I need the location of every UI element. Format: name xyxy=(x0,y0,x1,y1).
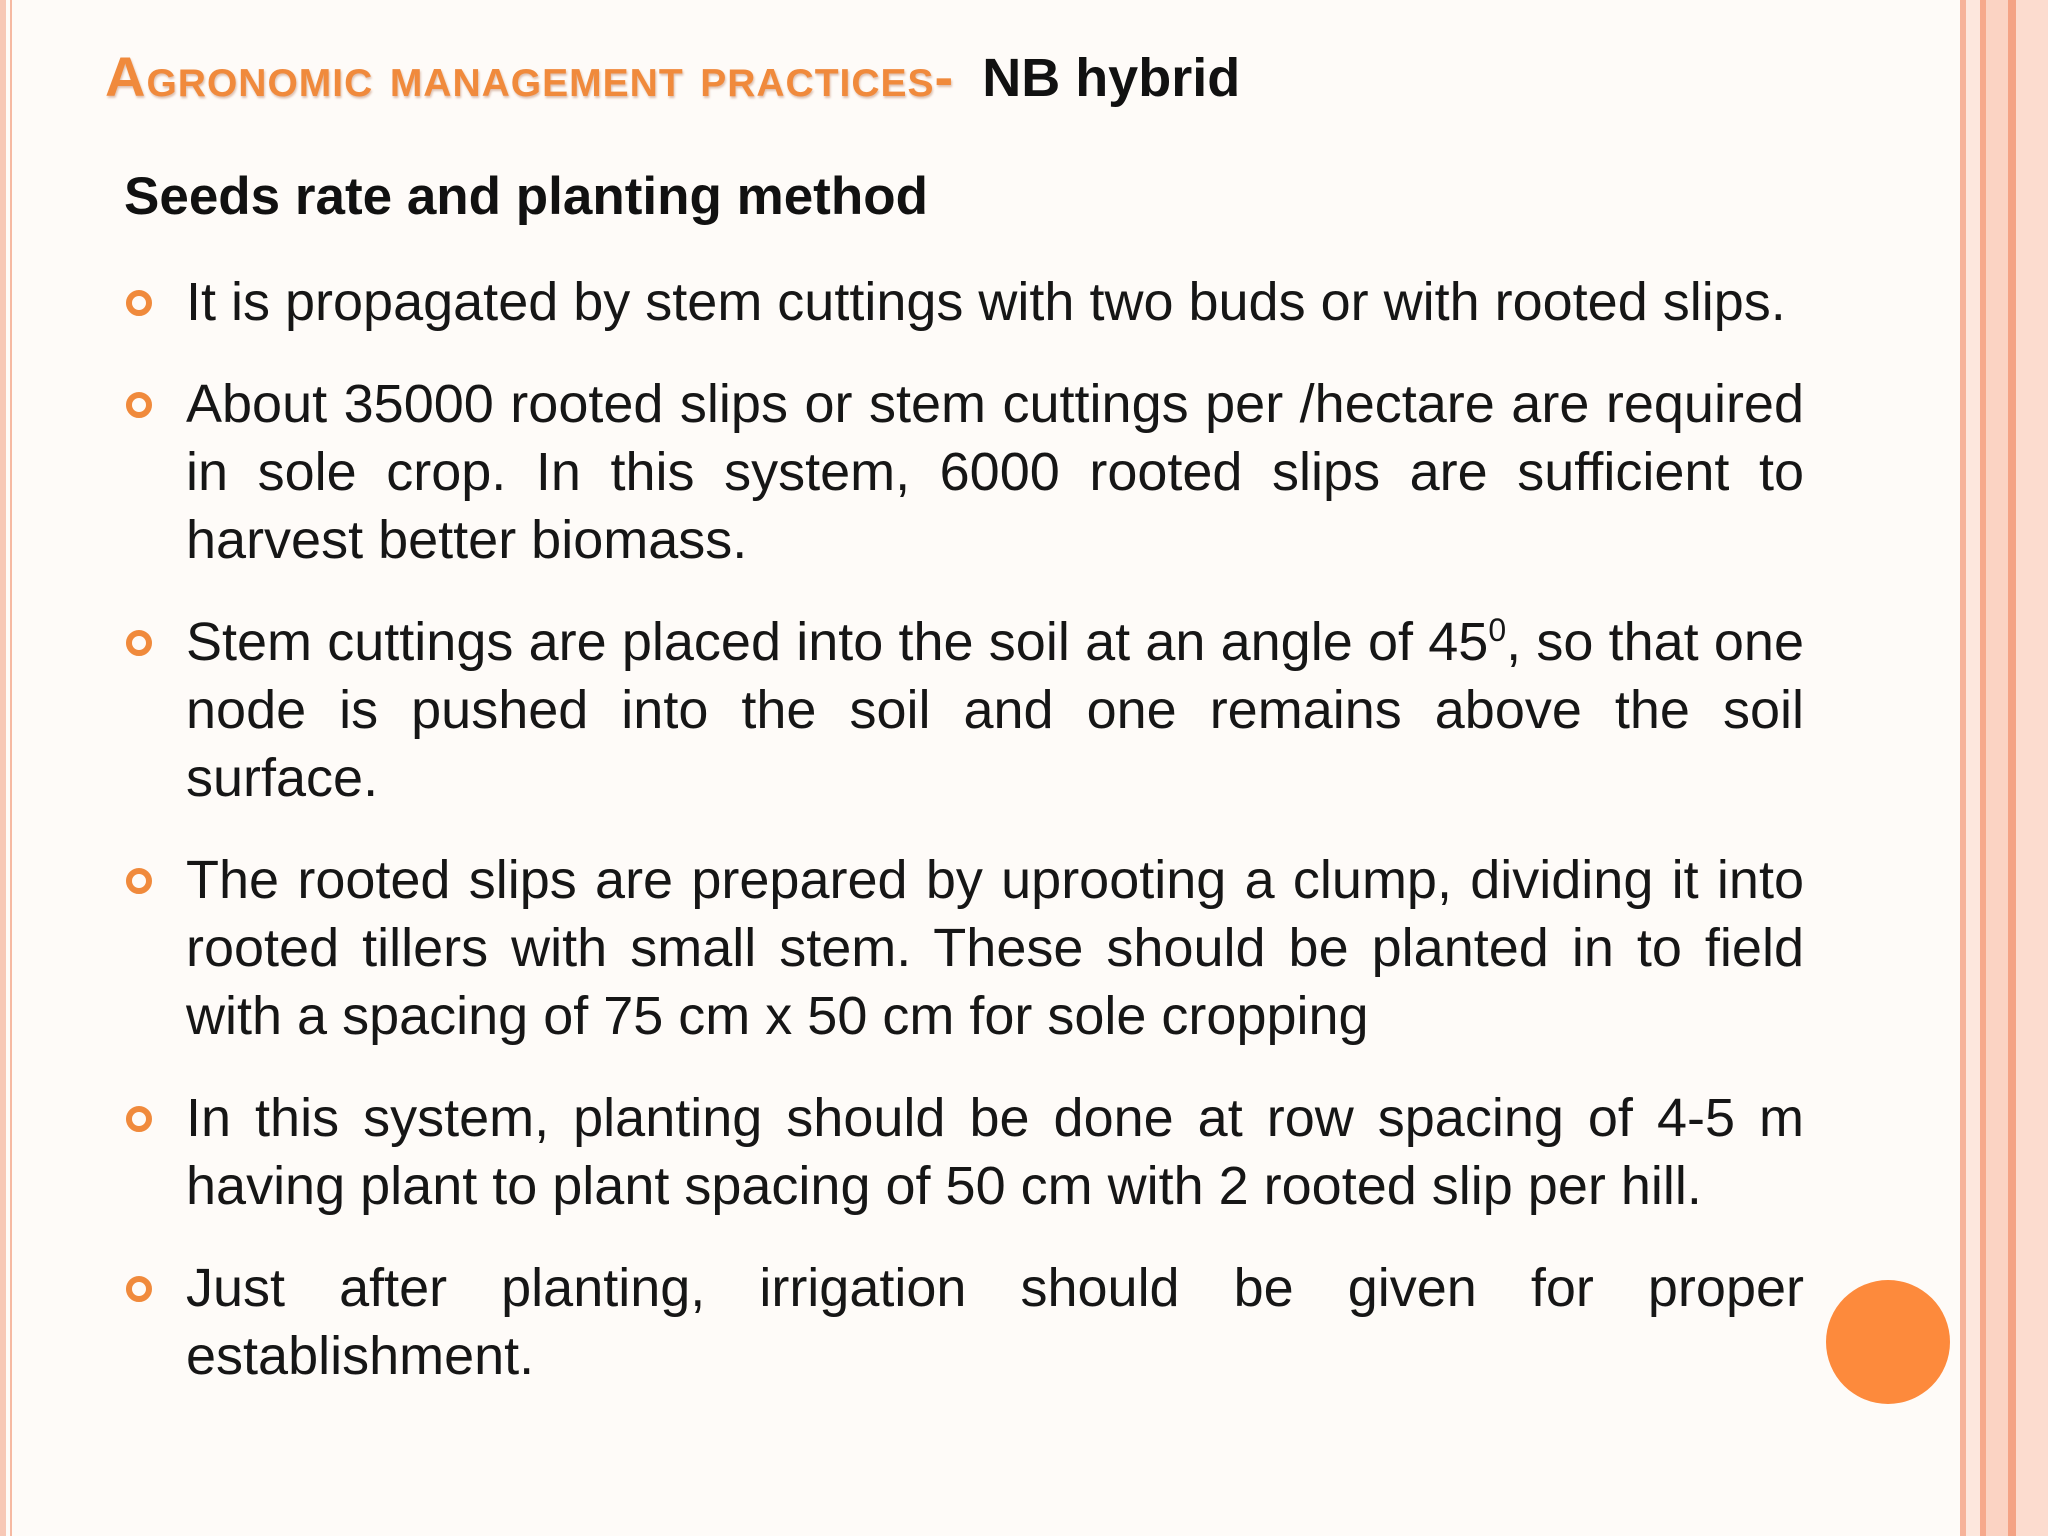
section-heading: Seeds rate and planting method xyxy=(124,167,928,226)
decorative-circle xyxy=(1826,1280,1950,1404)
left-border-line-inner xyxy=(10,0,12,1536)
bullet-text: About 35000 rooted slips or stem cuttings per /hectare are required in sole crop. In this system, 6000 rooted slips are sufficient to harvest better biomass. xyxy=(186,374,1804,570)
bullet-text-part: , so that one node is pushed into the soil and one remains above the soil surface. xyxy=(186,612,1804,808)
right-decorative-stripe xyxy=(2008,0,2016,1536)
bullet-text: In this system, planting should be done at row spacing of 4-5 m having plant to plant spacing of 50 cm with 2 rooted slip per hill. xyxy=(186,1088,1804,1216)
list-item xyxy=(124,846,1804,1050)
bullet-list xyxy=(124,268,1804,1424)
bullet-circle-icon xyxy=(126,290,152,316)
right-decorative-stripe xyxy=(1966,0,1980,1536)
title-prefix: Agronomic management practices- xyxy=(105,45,955,108)
slide-title xyxy=(105,44,1240,109)
list-item xyxy=(124,1254,1804,1390)
right-decorative-stripe xyxy=(2016,0,2048,1536)
bullet-circle-icon xyxy=(126,1276,152,1302)
bullet-circle-icon xyxy=(126,630,152,656)
list-item xyxy=(124,608,1804,812)
bullet-circle-icon xyxy=(126,868,152,894)
list-item xyxy=(124,370,1804,574)
list-item xyxy=(124,268,1804,336)
bullet-text xyxy=(186,612,1804,808)
degree-superscript: 0 xyxy=(1488,612,1507,648)
bullet-text-part: Stem cuttings are placed into the soil at an angle of 45 xyxy=(186,612,1489,672)
bullet-text: The rooted slips are prepared by uprooting a clump, dividing it into rooted tillers with small stem. These should be planted in to field with a spacing of 75 cm x 50 cm for sole cropping xyxy=(186,850,1804,1046)
bullet-text: Just after planting, irrigation should be given for proper establishment. xyxy=(186,1258,1804,1386)
right-decorative-stripe xyxy=(1986,0,2008,1536)
bullet-circle-icon xyxy=(126,1106,152,1132)
bullet-text: It is propagated by stem cuttings with two buds or with rooted slips. xyxy=(186,272,1786,332)
title-suffix: NB hybrid xyxy=(982,48,1241,108)
list-item xyxy=(124,1084,1804,1220)
left-border-line xyxy=(0,0,6,1536)
bullet-circle-icon xyxy=(126,392,152,418)
